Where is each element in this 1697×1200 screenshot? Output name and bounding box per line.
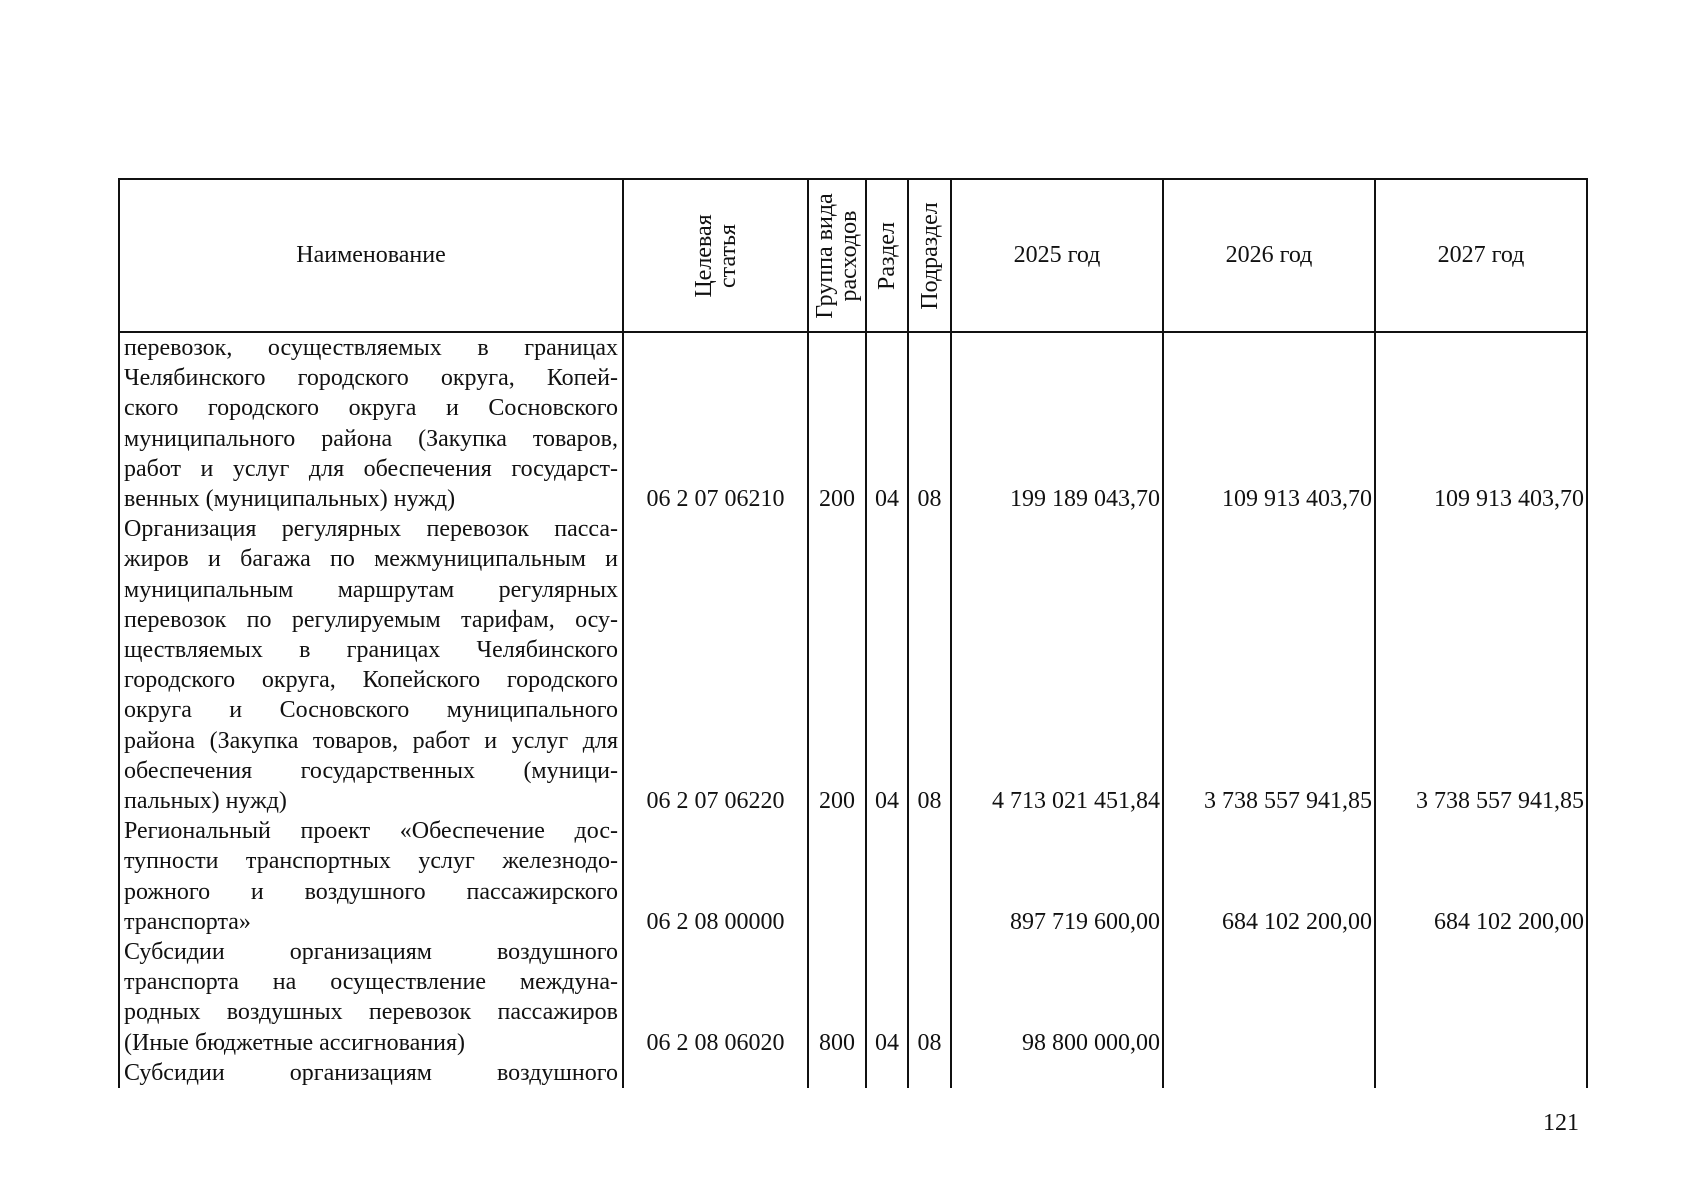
header-name: Наименование: [119, 179, 623, 332]
row-amount-2026: [1163, 1058, 1375, 1088]
table-row: [119, 1058, 1587, 1088]
table-header-row: [119, 179, 1587, 332]
row-subsection: [908, 1058, 951, 1088]
row-target-article: [623, 1058, 808, 1088]
row-name: Региональный проект «Обеспечение дос- тупности транспортных услуг железнодо- рожного и воздушного пассажирского транспорта»: [119, 816, 623, 937]
row-subsection: 08: [908, 937, 951, 1058]
row-amount-2026: 684 102 200,00: [1163, 816, 1375, 937]
row-amount-2027: 109 913 403,70: [1375, 332, 1587, 514]
row-section: [866, 1058, 908, 1088]
row-amount-2026: 3 738 557 941,85: [1163, 514, 1375, 816]
row-amount-2026: 109 913 403,70: [1163, 332, 1375, 514]
row-amount-2027: [1375, 937, 1587, 1058]
row-amount-2025: 897 719 600,00: [951, 816, 1163, 937]
page-number: 121: [1543, 1110, 1579, 1136]
row-amount-2025: 98 800 000,00: [951, 937, 1163, 1058]
row-target-article: 06 2 08 00000: [623, 816, 808, 937]
header-expense-group: Группа вида расходов: [808, 179, 866, 332]
row-target-article: 06 2 07 06220: [623, 514, 808, 816]
header-2026: 2026 год: [1163, 179, 1375, 332]
row-name: Субсидии организациям воздушного: [119, 1058, 623, 1088]
budget-table: [118, 178, 1588, 1088]
row-section: 04: [866, 332, 908, 514]
row-subsection: [908, 816, 951, 937]
row-subsection: 08: [908, 514, 951, 816]
row-expense-group: [808, 816, 866, 937]
header-2025: 2025 год: [951, 179, 1163, 332]
header-target-article: Целевая статья: [623, 179, 808, 332]
row-amount-2027: [1375, 1058, 1587, 1088]
row-section: 04: [866, 514, 908, 816]
row-amount-2026: [1163, 937, 1375, 1058]
row-name: перевозок, осуществляемых в границах Челябинского городского округа, Копей- ского городского округа и Сосновского муниципального района (Закупка товаров, работ и услуг для обеспечения государст- венных (муниципальных) нужд): [119, 332, 623, 514]
row-target-article: 06 2 07 06210: [623, 332, 808, 514]
row-name: Субсидии организациям воздушного транспорта на осуществление междуна- родных воздушных перевозок пассажиров (Иные бюджетные ассигнования): [119, 937, 623, 1058]
table-row: [119, 816, 1587, 937]
row-name: Организация регулярных перевозок пасса- жиров и багажа по межмуниципальным и муниципальным маршрутам регулярных перевозок по регулируемым тарифам, осу- ществляемых в границах Челябинского городского округа, Копейского городского округа и Сосновского муниципального района (Закупка товаров, работ и услуг для обеспечения государственных (муници- пальных) нужд): [119, 514, 623, 816]
header-subsection: Подраздел: [908, 179, 951, 332]
row-subsection: 08: [908, 332, 951, 514]
row-amount-2025: 4 713 021 451,84: [951, 514, 1163, 816]
table-row: [119, 937, 1587, 1058]
header-2027: 2027 год: [1375, 179, 1587, 332]
table-row: [119, 332, 1587, 514]
row-target-article: 06 2 08 06020: [623, 937, 808, 1058]
row-amount-2027: 684 102 200,00: [1375, 816, 1587, 937]
table-row: [119, 514, 1587, 816]
row-section: [866, 816, 908, 937]
row-expense-group: 200: [808, 514, 866, 816]
row-amount-2027: 3 738 557 941,85: [1375, 514, 1587, 816]
row-expense-group: 800: [808, 937, 866, 1058]
row-amount-2025: 199 189 043,70: [951, 332, 1163, 514]
row-amount-2025: [951, 1058, 1163, 1088]
row-expense-group: 200: [808, 332, 866, 514]
row-expense-group: [808, 1058, 866, 1088]
row-section: 04: [866, 937, 908, 1058]
header-section: Раздел: [866, 179, 908, 332]
